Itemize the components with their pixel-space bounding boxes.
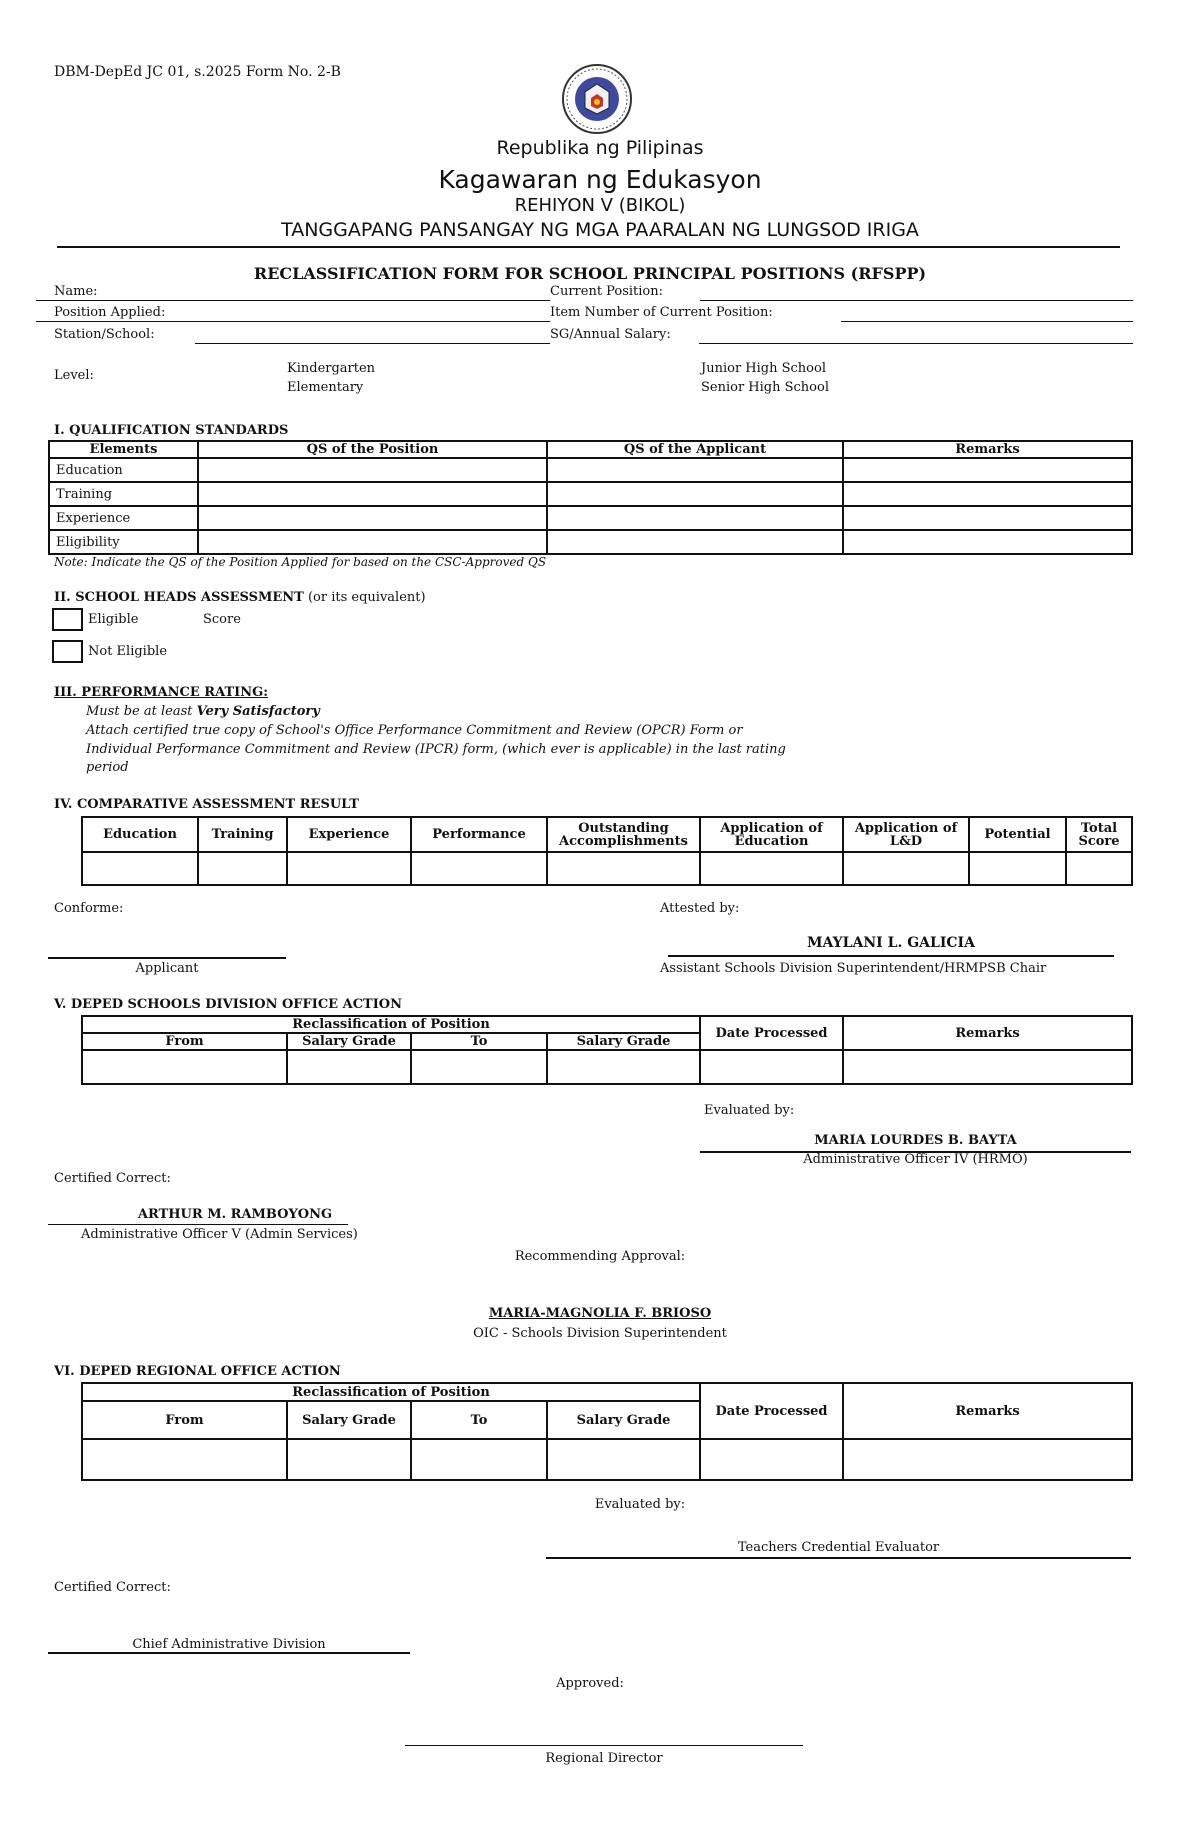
table-row [82,1050,1132,1084]
qs-row-eligibility: Eligibility [49,530,198,554]
regional-col-date: Date Processed [700,1383,843,1439]
approved-label: Approved: [556,1676,624,1691]
qs-cell[interactable] [843,458,1132,482]
current-position-label: Current Position: [550,284,664,299]
header-divider [57,246,1120,248]
ca-cell[interactable] [82,852,198,885]
regional-col-remarks: Remarks [843,1383,1132,1439]
level-junior-high[interactable]: Junior High School [701,361,826,376]
qs-row-training: Training [49,482,198,506]
conforme-label: Conforme: [54,901,124,916]
ca-cell[interactable] [411,852,547,885]
division-col-from: From [82,1033,287,1050]
division-evaluator-name: MARIA LOURDES B. BAYTA [814,1133,1017,1148]
division-cell[interactable] [547,1050,700,1084]
division-certified-correct-label: Certified Correct: [54,1171,171,1186]
school-heads-heading-text: II. SCHOOL HEADS ASSESSMENT [54,590,304,605]
regional-action-table [81,1382,1133,1481]
regional-action-heading: VI. DEPED REGIONAL OFFICE ACTION [54,1364,341,1379]
division-certifier-title: Administrative Officer V (Admin Services) [81,1227,358,1242]
division-evaluator-title: Administrative Officer IV (HRMO) [803,1152,1028,1167]
ca-cell[interactable] [198,852,287,885]
ca-cell[interactable] [969,852,1066,885]
regional-cell[interactable] [843,1439,1132,1480]
qs-cell[interactable] [198,482,547,506]
level-senior-high[interactable]: Senior High School [701,380,829,395]
qs-row-experience: Experience [49,506,198,530]
current-position-input-line[interactable] [700,300,1133,301]
qs-row-education: Education [49,458,198,482]
division-col-sg2: Salary Grade [547,1033,700,1050]
regional-certifier-title: Chief Administrative Division [132,1637,326,1652]
regional-evaluator-title: Teachers Credential Evaluator [737,1540,940,1555]
item-number-label: Item Number of Current Position: [550,305,773,320]
score-label: Score [203,612,241,627]
qs-cell[interactable] [198,530,547,554]
division-certifier-line [48,1224,348,1225]
approver-signature-line[interactable] [405,1745,803,1746]
qs-cell[interactable] [198,458,547,482]
sg-salary-label: SG/Annual Salary: [550,327,671,342]
ca-cell[interactable] [547,852,700,885]
regional-col-to: To [411,1401,547,1439]
ca-col-performance: Performance [411,817,547,852]
form-title: RECLASSIFICATION FORM FOR SCHOOL PRINCIPAL POSITIONS (RFSPP) [253,264,927,283]
sds-title: OIC - Schools Division Superintendent [473,1326,727,1341]
division-col-sg1: Salary Grade [287,1033,411,1050]
division-cell[interactable] [82,1050,287,1084]
station-school-label: Station/School: [54,327,155,342]
qs-cell[interactable] [843,506,1132,530]
eligible-checkbox[interactable] [52,608,83,631]
performance-line-2: Attach certified true copy of School's Office Performance Commitment and Review (OPCR) Form or [86,723,743,738]
school-heads-heading [54,590,426,605]
ca-col-training: Training [198,817,287,852]
division-cell[interactable] [843,1050,1132,1084]
level-kindergarten[interactable]: Kindergarten [287,361,376,376]
ca-col-education: Education [82,817,198,852]
ca-col-total: Total Score [1066,817,1132,852]
qs-cell[interactable] [843,482,1132,506]
division-group-header: Reclassification of Position [82,1016,700,1033]
qualification-heading: I. QUALIFICATION STANDARDS [54,423,289,438]
eligible-label: Eligible [88,612,139,627]
table-row [49,530,1132,554]
attester-title: Assistant Schools Division Superintendent/HRMPSB Chair [660,961,1047,976]
regional-certified-correct-label: Certified Correct: [54,1580,171,1595]
level-label: Level: [54,368,94,383]
comparative-table [81,816,1133,886]
ca-col-app-ld: Application of L&D [843,817,969,852]
ca-col-potential: Potential [969,817,1066,852]
qs-cell[interactable] [198,506,547,530]
station-school-input-line[interactable] [195,343,550,344]
qualification-table [48,440,1133,555]
position-applied-label: Position Applied: [54,305,166,320]
region-label: REHIYON V (BIKOL) [514,195,686,216]
division-certifier-name: ARTHUR M. RAMBOYONG [137,1207,333,1222]
item-number-input-line[interactable] [841,321,1133,322]
ca-col-outstanding: Outstanding Accomplishments [547,817,700,852]
division-evaluated-by-label: Evaluated by: [704,1103,795,1118]
deped-seal-icon [555,62,639,136]
division-col-remarks: Remarks [843,1016,1132,1050]
ca-col-experience: Experience [287,817,411,852]
attester-signature-line [668,955,1114,957]
regional-cell[interactable] [411,1439,547,1480]
qs-col-applicant: QS of the Applicant [547,441,843,458]
performance-heading: III. PERFORMANCE RATING: [54,685,268,700]
division-cell[interactable] [700,1050,843,1084]
performance-line-1-prefix: Must be at least [86,704,197,719]
division-cell[interactable] [287,1050,411,1084]
attested-by-label: Attested by: [660,901,740,916]
level-elementary[interactable]: Elementary [287,380,364,395]
name-label: Name: [54,284,98,299]
applicant-signature-line[interactable] [48,957,286,959]
qs-cell[interactable] [547,458,843,482]
not-eligible-label: Not Eligible [88,644,168,659]
regional-evaluated-by-label: Evaluated by: [594,1497,686,1512]
ca-cell[interactable] [843,852,969,885]
ca-col-app-education: Application of Education [700,817,843,852]
division-action-heading: V. DEPED SCHOOLS DIVISION OFFICE ACTION [54,997,403,1012]
regional-cell[interactable] [287,1439,411,1480]
regional-col-from: From [82,1401,287,1439]
regional-cell[interactable] [700,1439,843,1480]
sg-salary-input-line[interactable] [699,343,1133,344]
not-eligible-checkbox[interactable] [52,640,83,663]
attester-name: MAYLANI L. GALICIA [807,935,975,951]
recommending-approval-label: Recommending Approval: [514,1249,686,1264]
table-row [82,852,1132,885]
regional-evaluator-line[interactable] [546,1557,1131,1559]
ca-cell[interactable] [287,852,411,885]
form-number: DBM-DepEd JC 01, s.2025 Form No. 2-B [54,64,341,80]
division-action-table [81,1015,1133,1085]
applicant-label: Applicant [135,961,199,976]
sds-name: MARIA-MAGNOLIA F. BRIOSO [488,1306,712,1321]
table-row [82,1439,1132,1480]
performance-line-3: Individual Performance Commitment and Review (IPCR) form, (which ever is applicable) in the last rating [86,742,786,757]
division-cell[interactable] [411,1050,547,1084]
regional-cell[interactable] [547,1439,700,1480]
division-col-date: Date Processed [700,1016,843,1050]
republic-label: Republika ng Pilipinas [496,137,704,159]
regional-group-header: Reclassification of Position [82,1383,700,1401]
position-applied-input-line[interactable] [36,321,550,322]
qs-col-position: QS of the Position [198,441,547,458]
qs-cell[interactable] [547,506,843,530]
qs-cell[interactable] [547,530,843,554]
performance-line-1-bold: Very Satisfactory [196,704,320,719]
qs-cell[interactable] [843,530,1132,554]
qs-col-remarks: Remarks [843,441,1132,458]
department-name: Kagawaran ng Edukasyon [438,165,762,194]
school-heads-heading-suffix: (or its equivalent) [307,590,426,605]
division-col-to: To [411,1033,547,1050]
qs-cell[interactable] [547,482,843,506]
performance-line-4: period [86,760,129,775]
comparative-heading: IV. COMPARATIVE ASSESSMENT RESULT [54,797,359,812]
ca-cell[interactable] [700,852,843,885]
regional-certifier-line[interactable] [48,1652,410,1654]
regional-col-sg1: Salary Grade [287,1401,411,1439]
name-input-line[interactable] [36,300,550,301]
table-row [49,482,1132,506]
office-name: TANGGAPANG PANSANGAY NG MGA PAARALAN NG LUNGSOD IRIGA [281,219,919,241]
table-row [49,458,1132,482]
approver-title: Regional Director [545,1751,663,1766]
performance-line-1 [86,704,320,719]
regional-cell[interactable] [82,1439,287,1480]
qs-col-elements: Elements [49,441,198,458]
regional-col-sg2: Salary Grade [547,1401,700,1439]
table-row [49,506,1132,530]
ca-cell[interactable] [1066,852,1132,885]
qs-note: Note: Indicate the QS of the Position Applied for based on the CSC-Approved QS [54,555,547,569]
